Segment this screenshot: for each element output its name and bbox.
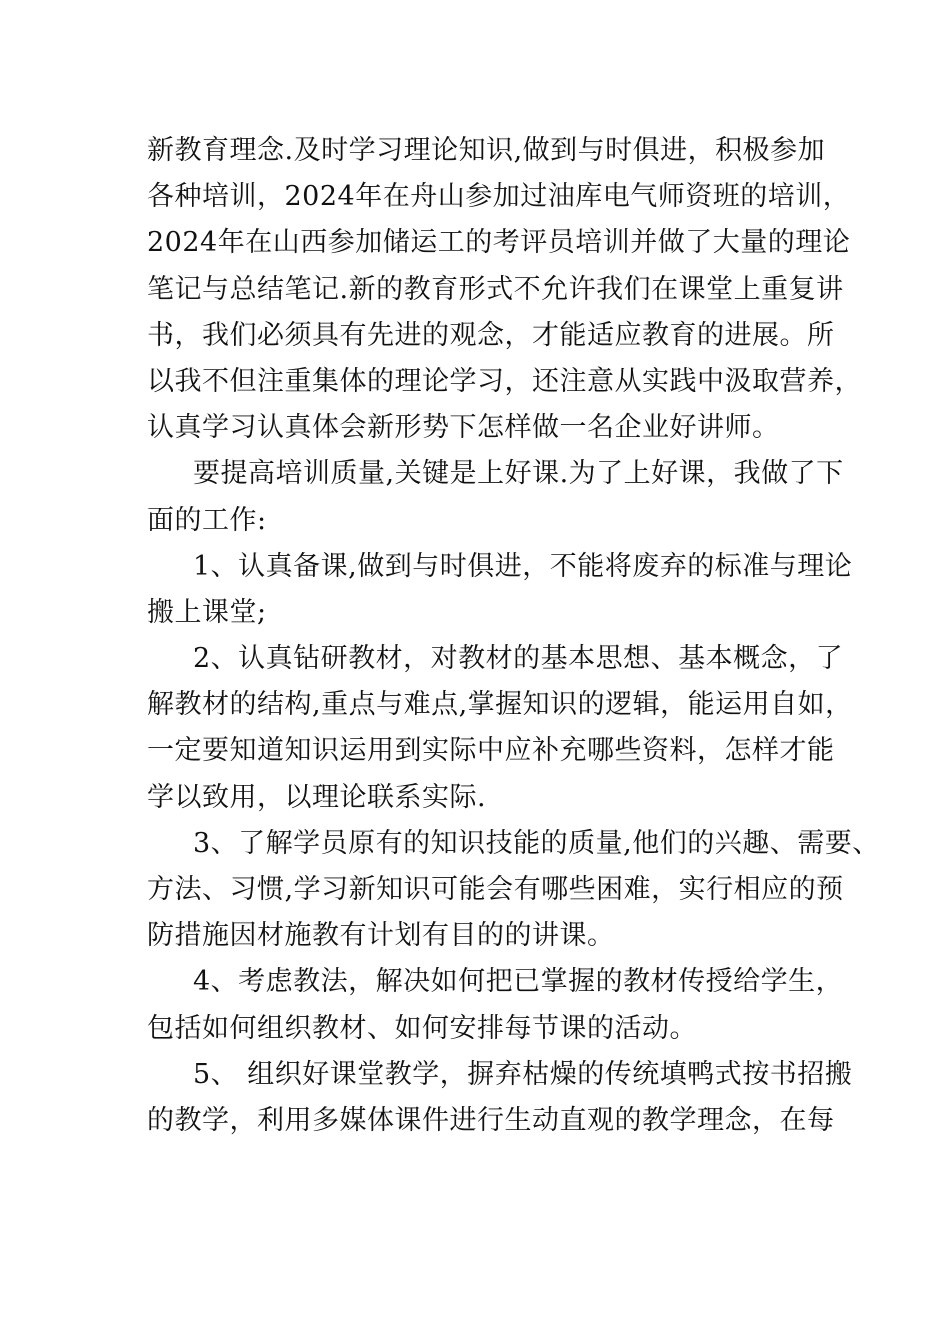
list-item-5: 5、 组织好课堂教学，摒弃枯燥的传统填鸭式按书招搬: [193, 1058, 853, 1090]
list-item-3: 3、了解学员原有的知识技能的质量,他们的兴趣、需要、: [193, 827, 880, 859]
text-line: 解教材的结构,重点与难点,掌握知识的逻辑，能运用自如，: [147, 689, 853, 721]
text-line: 搬上课堂;: [147, 596, 267, 628]
text-line: 书，我们必须具有先进的观念，才能适应教育的进展。所: [147, 319, 835, 351]
text-line: 防措施因材施教有计划有目的的讲课。: [147, 920, 615, 952]
text-line: 认真学习认真体会新形势下怎样做一名企业好讲师。: [147, 412, 780, 444]
list-item-4: 4、考虑教法，解决如何把已掌握的教材传授给学生，: [193, 966, 844, 998]
text-line: 一定要知道知识运用到实际中应补充哪些资料，怎样才能: [147, 735, 835, 767]
text-line: 方法、习惯,学习新知识可能会有哪些困难，实行相应的预: [147, 874, 844, 905]
text-line: 笔记与总结笔记.新的教育形式不允许我们在课堂上重复讲: [147, 273, 844, 305]
paragraph-first-line: 要提高培训质量,关键是上好课.为了上好课，我做了下: [193, 458, 844, 490]
text-line: 新教育理念.及时学习理论知识,做到与时俱进，积极参加: [147, 135, 826, 166]
text-line: 各种培训，2024年在舟山参加过油库电气师资班的培训，: [147, 181, 851, 213]
list-item-1: 1、认真备课,做到与时俱进，不能将废弃的标准与理论: [193, 550, 853, 582]
text-line: 面的工作:: [147, 504, 267, 536]
text-line: 包括如何组织教材、如何安排每节课的活动。: [147, 1012, 697, 1044]
document-body: [147, 128, 880, 1144]
text-line: 的教学，利用多媒体课件进行生动直观的教学理念，在每: [147, 1104, 835, 1136]
text-line: 以我不但注重集体的理论学习，还注意从实践中汲取营养，: [147, 365, 862, 397]
list-item-2: 2、认真钻研教材，对教材的基本思想、基本概念，了: [193, 643, 844, 675]
text-line: 学以致用，以理论联系实际.: [147, 781, 487, 813]
text-line: 2024年在山西参加储运工的考评员培训并做了大量的理论: [147, 227, 851, 259]
